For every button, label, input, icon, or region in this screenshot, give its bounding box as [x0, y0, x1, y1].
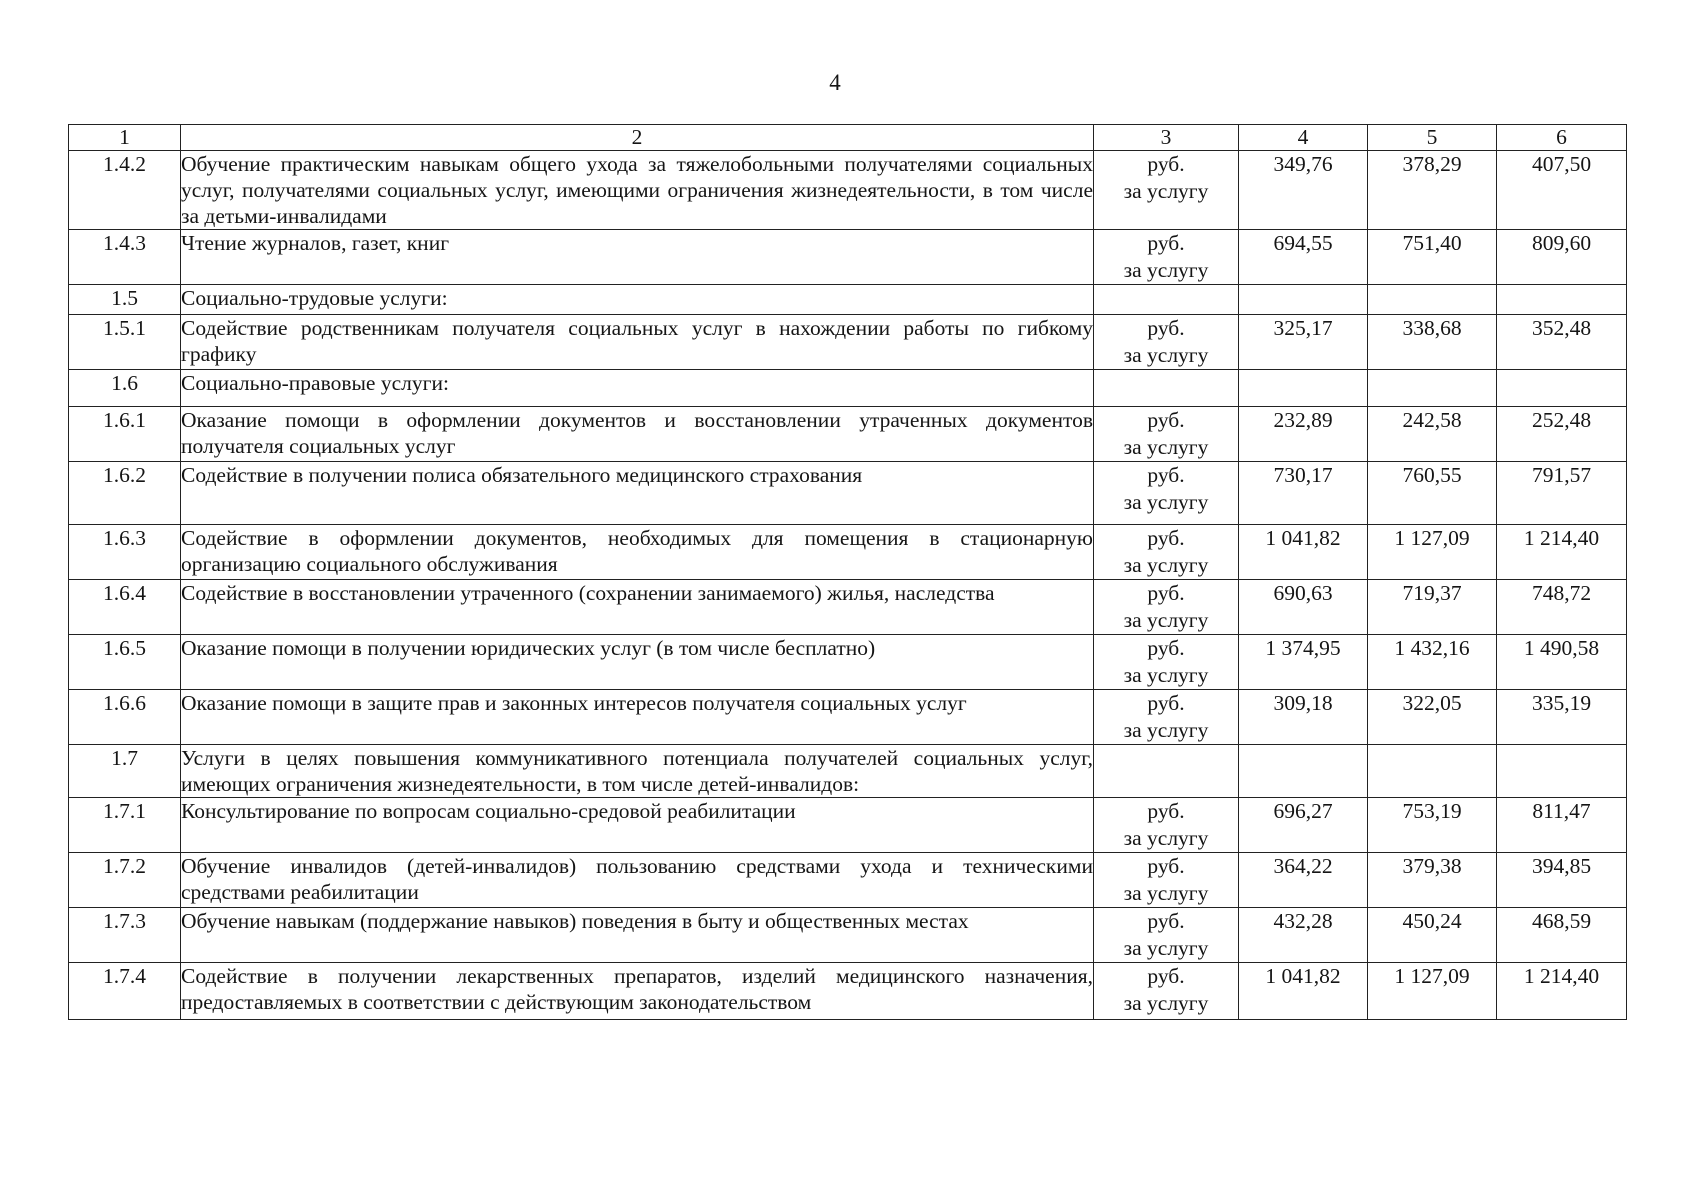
unit-cell [1094, 407, 1239, 462]
price-cell-col6: 1 490,58 [1497, 635, 1627, 690]
price-cell-col5 [1368, 370, 1497, 407]
price-cell-col6: 809,60 [1497, 230, 1627, 285]
unit-cell [1094, 580, 1239, 635]
unit-per-service: за услугу [1123, 718, 1209, 742]
price-cell-col6: 252,48 [1497, 407, 1627, 462]
table-row [69, 745, 1627, 798]
unit-per-service: за услугу [1123, 826, 1209, 850]
table-row [69, 285, 1627, 315]
price-cell-col6: 407,50 [1497, 151, 1627, 230]
price-cell-col5: 242,58 [1368, 407, 1497, 462]
service-name-cell: Содействие в получении полиса обязательного медицинского страхования [181, 462, 1094, 525]
unit-currency: руб. [1147, 909, 1185, 933]
service-name-cell: Обучение инвалидов (детей-инвалидов) пользованию средствами ухода и техническими средствами реабилитации [181, 853, 1094, 908]
unit-cell [1094, 151, 1239, 230]
table-row [69, 462, 1627, 525]
price-cell-col4: 232,89 [1239, 407, 1368, 462]
row-number-cell: 1.4.2 [69, 151, 181, 230]
service-name-cell: Содействие в получении лекарственных препаратов, изделий медицинского назначения, предоставляемых в соответствии с действующим законодательством [181, 963, 1094, 1020]
price-cell-col5: 719,37 [1368, 580, 1497, 635]
column-number-4: 4 [1239, 125, 1368, 151]
service-name-cell: Содействие родственникам получателя социальных услуг в нахождении работы по гибкому графику [181, 315, 1094, 370]
unit-per-service: за услугу [1123, 936, 1209, 960]
price-cell-col5: 450,24 [1368, 908, 1497, 963]
table-row [69, 230, 1627, 285]
table-row [69, 407, 1627, 462]
unit-cell [1094, 525, 1239, 580]
price-cell-col4 [1239, 745, 1368, 798]
service-name-cell: Социально-трудовые услуги: [181, 285, 1094, 315]
service-name-cell: Услуги в целях повышения коммуникативного потенциала получателей социальных услуг, имеющих ограничения жизнедеятельности, в том числе детей-инвалидов: [181, 746, 1093, 796]
table-row [69, 963, 1627, 1020]
row-number-cell: 1.7.1 [69, 798, 181, 853]
unit-currency: руб. [1147, 316, 1185, 340]
column-number-row [69, 125, 1627, 151]
unit-currency: руб. [1147, 231, 1185, 255]
price-cell-col6: 1 214,40 [1497, 525, 1627, 580]
price-cell-col5: 1 432,16 [1368, 635, 1497, 690]
unit-currency: руб. [1147, 408, 1185, 432]
unit-currency: руб. [1147, 636, 1185, 660]
unit-cell [1094, 798, 1239, 853]
price-cell-col5: 760,55 [1368, 462, 1497, 525]
price-cell-col5 [1368, 745, 1497, 798]
unit-cell [1094, 462, 1239, 525]
price-cell-col4: 364,22 [1239, 853, 1368, 908]
table-row [69, 370, 1627, 407]
table-row [69, 635, 1627, 690]
row-number-cell: 1.6.4 [69, 580, 181, 635]
service-name-cell: Чтение журналов, газет, книг [181, 230, 1094, 285]
price-cell-col4: 349,76 [1239, 151, 1368, 230]
unit-currency: руб. [1147, 799, 1185, 823]
unit-per-service: за услугу [1123, 435, 1209, 459]
price-cell-col5 [1368, 285, 1497, 315]
row-number-cell: 1.5.1 [69, 315, 181, 370]
row-number-cell: 1.7 [69, 745, 181, 798]
service-name-cell: Содействие в восстановлении утраченного (сохранении занимаемого) жилья, наследства [181, 580, 1094, 635]
service-name-cell: Оказание помощи в защите прав и законных интересов получателя социальных услуг [181, 690, 1094, 745]
unit-per-service: за услугу [1123, 663, 1209, 687]
row-number-cell: 1.6 [69, 370, 181, 407]
row-number-cell: 1.6.6 [69, 690, 181, 745]
price-cell-col4: 730,17 [1239, 462, 1368, 525]
table-row [69, 908, 1627, 963]
price-cell-col5: 378,29 [1368, 151, 1497, 230]
price-cell-col6 [1497, 370, 1627, 407]
table-row [69, 798, 1627, 853]
price-cell-col6: 791,57 [1497, 462, 1627, 525]
price-cell-col4: 432,28 [1239, 908, 1368, 963]
row-number-cell: 1.7.4 [69, 963, 181, 1020]
price-cell-col4 [1239, 285, 1368, 315]
column-number-5: 5 [1368, 125, 1497, 151]
column-number-3: 3 [1094, 125, 1239, 151]
price-cell-col6 [1497, 745, 1627, 798]
unit-per-service: за услугу [1123, 343, 1209, 367]
row-number-cell: 1.5 [69, 285, 181, 315]
column-number-2: 2 [181, 125, 1094, 151]
unit-per-service: за услугу [1123, 258, 1209, 282]
price-cell-col4: 690,63 [1239, 580, 1368, 635]
price-cell-col5: 1 127,09 [1368, 525, 1497, 580]
price-cell-col5: 751,40 [1368, 230, 1497, 285]
price-cell-col6: 352,48 [1497, 315, 1627, 370]
price-cell-col4: 694,55 [1239, 230, 1368, 285]
unit-cell [1094, 908, 1239, 963]
price-cell-col5: 753,19 [1368, 798, 1497, 853]
service-name-cell: Консультирование по вопросам социально-средовой реабилитации [181, 798, 1094, 853]
price-cell-col5: 379,38 [1368, 853, 1497, 908]
unit-per-service: за услугу [1123, 991, 1209, 1015]
price-cell-col4: 325,17 [1239, 315, 1368, 370]
service-name-cell: Содействие в оформлении документов, необходимых для помещения в стационарную организацию социального обслуживания [181, 525, 1094, 580]
price-cell-col4: 1 041,82 [1239, 525, 1368, 580]
price-cell-col5: 1 127,09 [1368, 963, 1497, 1020]
price-cell-col5: 338,68 [1368, 315, 1497, 370]
row-number-cell: 1.6.3 [69, 525, 181, 580]
unit-cell [1094, 853, 1239, 908]
price-cell-col4: 696,27 [1239, 798, 1368, 853]
table-row [69, 853, 1627, 908]
row-number-cell: 1.6.5 [69, 635, 181, 690]
unit-cell [1094, 315, 1239, 370]
unit-cell [1094, 635, 1239, 690]
price-cell-col4: 1 374,95 [1239, 635, 1368, 690]
price-cell-col5: 322,05 [1368, 690, 1497, 745]
table-body [69, 151, 1627, 1020]
unit-currency: руб. [1147, 581, 1185, 605]
column-number-1: 1 [69, 125, 181, 151]
price-cell-col4: 309,18 [1239, 690, 1368, 745]
row-number-cell: 1.6.2 [69, 462, 181, 525]
price-cell-col4 [1239, 370, 1368, 407]
price-cell-col6: 468,59 [1497, 908, 1627, 963]
table-row [69, 315, 1627, 370]
service-name-cell: Обучение навыкам (поддержание навыков) поведения в быту и общественных местах [181, 908, 1094, 963]
table-row [69, 151, 1627, 230]
table-row [69, 580, 1627, 635]
price-cell-col6: 335,19 [1497, 690, 1627, 745]
table-row [69, 525, 1627, 580]
service-name-cell: Оказание помощи в получении юридических услуг (в том числе бесплатно) [181, 635, 1094, 690]
tariff-table [68, 124, 1627, 1020]
unit-cell [1094, 963, 1239, 1020]
unit-currency: руб. [1147, 964, 1185, 988]
unit-currency: руб. [1147, 691, 1185, 715]
unit-currency: руб. [1147, 463, 1185, 487]
unit-cell [1094, 745, 1239, 798]
unit-cell [1094, 285, 1239, 315]
service-name-cell: Социально-правовые услуги: [181, 370, 1094, 407]
unit-cell [1094, 370, 1239, 407]
unit-cell [1094, 230, 1239, 285]
table-row [69, 690, 1627, 745]
unit-per-service: за услугу [1123, 553, 1209, 577]
unit-currency: руб. [1147, 152, 1185, 176]
row-number-cell: 1.6.1 [69, 407, 181, 462]
unit-cell [1094, 690, 1239, 745]
price-cell-col6 [1497, 285, 1627, 315]
price-cell-col6: 1 214,40 [1497, 963, 1627, 1020]
price-cell-col6: 748,72 [1497, 580, 1627, 635]
unit-per-service: за услугу [1123, 490, 1209, 514]
service-name-cell: Обучение практическим навыкам общего ухода за тяжелобольными получателями социальных услуг, получателями социальных услуг, имеющими ограничения жизнедеятельности, в том числе за детьми-инвалидами [181, 152, 1093, 228]
row-number-cell: 1.7.3 [69, 908, 181, 963]
price-cell-col4: 1 041,82 [1239, 963, 1368, 1020]
service-name-cell: Оказание помощи в оформлении документов и восстановлении утраченных документов получателя социальных услуг [181, 407, 1094, 462]
unit-per-service: за услугу [1123, 608, 1209, 632]
row-number-cell: 1.7.2 [69, 853, 181, 908]
unit-per-service: за услугу [1123, 179, 1209, 203]
row-number-cell: 1.4.3 [69, 230, 181, 285]
price-cell-col6: 394,85 [1497, 853, 1627, 908]
column-number-6: 6 [1497, 125, 1627, 151]
price-cell-col6: 811,47 [1497, 798, 1627, 853]
unit-currency: руб. [1147, 526, 1185, 550]
unit-currency: руб. [1147, 854, 1185, 878]
page-number: 4 [829, 70, 841, 95]
unit-per-service: за услугу [1123, 881, 1209, 905]
